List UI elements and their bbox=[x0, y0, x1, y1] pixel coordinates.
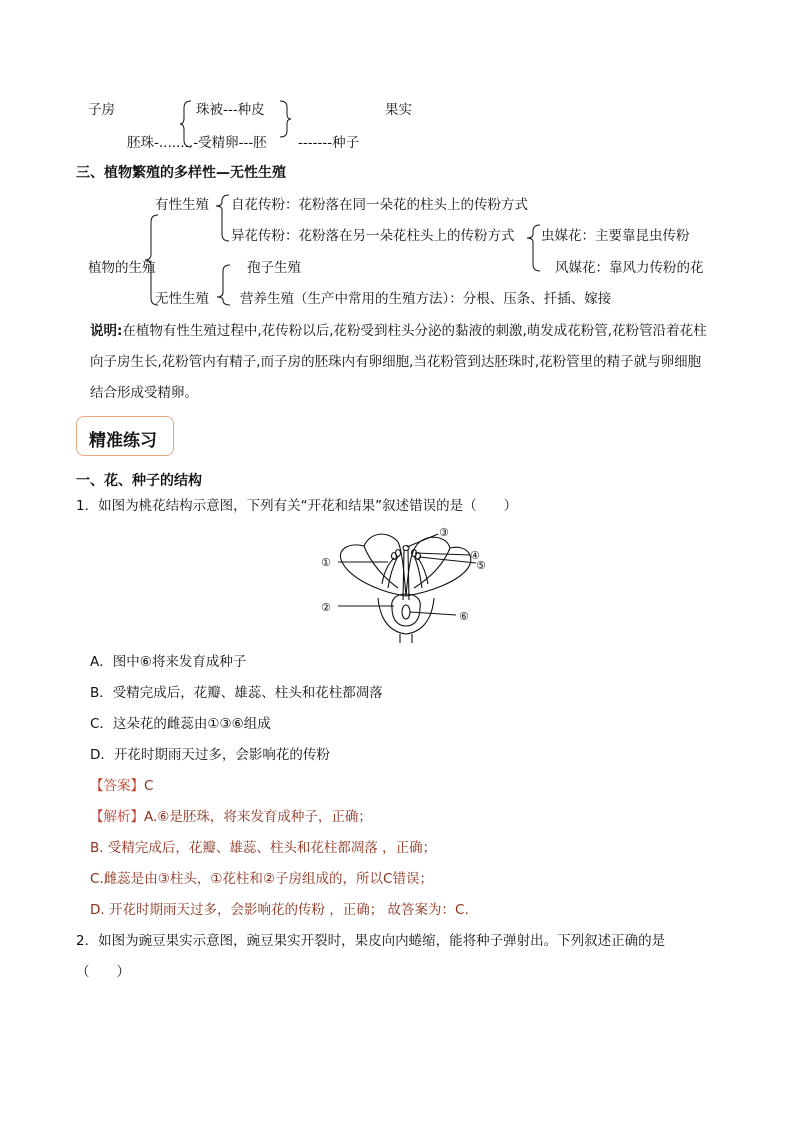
note-line-3: 结合形成受精卵。 bbox=[90, 385, 198, 401]
q1-analysis-line-2: B. 受精完成后，花瓣、雄蕊、柱头和花柱都凋落 ，正确； bbox=[90, 840, 437, 856]
pollination-type-brace-icon bbox=[527, 224, 541, 272]
section3-heading: 三、植物繁殖的多样性—无性生殖 bbox=[76, 165, 286, 181]
practice-title: 精准练习 bbox=[89, 431, 157, 451]
integument-label: 珠被---种皮 bbox=[196, 102, 265, 118]
note-line-2: 向子房生长,花粉管内有精子,而子房的胚珠内有卵细胞,当花粉管到达胚珠时,花粉管里的精子就与卵细胞 bbox=[90, 354, 702, 370]
q1-answer bbox=[90, 777, 153, 795]
fruit-label: 果实 bbox=[385, 102, 412, 118]
self-pollination-text: 自花传粉：花粉落在同一朵花的柱头上的传粉方式 bbox=[231, 197, 528, 213]
q2-stem-line-2: （ ） bbox=[76, 964, 130, 980]
q1-option-d: D．开花时期雨天过多，会影响花的传粉 bbox=[90, 747, 330, 763]
q1-analysis-line-4: D. 开花时期雨天过多，会影响花的传粉 ，正确； 故答案为：C. bbox=[90, 902, 469, 918]
cross-pollination-text: 异花传粉：花粉落在另一朵花柱头上的传粉方式 bbox=[231, 228, 515, 244]
q1-option-b: B．受精完成后，花瓣、雄蕊、柱头和花柱都凋落 bbox=[90, 685, 383, 701]
spore-reproduction-text: 孢子生殖 bbox=[247, 260, 301, 276]
wind-pollinated-text: 风媒花：靠风力传粉的花 bbox=[555, 260, 704, 276]
flower-label-5: ⑤ bbox=[476, 559, 486, 572]
note-line-1: 说明:在植物有性生殖过程中,花传粉以后,花粉受到柱头分泌的黏液的刺激,萌发成花粉管,花粉管沿着花柱 bbox=[90, 323, 707, 339]
q1-stem: 1．如图为桃花结构示意图，下列有关“开花和结果”叙述错误的是（ ） bbox=[76, 498, 518, 514]
asexual-reproduction-label: 无性生殖 bbox=[155, 291, 209, 307]
flower-label-1: ① bbox=[321, 556, 331, 569]
q1-option-c: C．这朵花的雌蕊由①③⑥组成 bbox=[90, 716, 271, 732]
seed-label: -------种子 bbox=[298, 135, 360, 151]
flower-label-3: ③ bbox=[439, 526, 449, 539]
q2-stem-line-1: 2．如图为豌豆果实示意图，豌豆果实开裂时，果皮向内蜷缩，能将种子弹射出。下列叙述正确的是 bbox=[76, 933, 666, 949]
answer-label: 【答案】 bbox=[90, 778, 144, 794]
subheading-flower-seed: 一、花、种子的结构 bbox=[76, 473, 202, 489]
sexual-reproduction-label: 有性生殖 bbox=[155, 197, 209, 213]
q1-option-a: A．图中⑥将来发育成种子 bbox=[90, 654, 247, 670]
practice-title-box bbox=[76, 416, 174, 456]
ovary-label: 子房 bbox=[88, 102, 115, 118]
right-brace-icon bbox=[279, 100, 291, 138]
plant-reproduction-label: 植物的生殖 bbox=[88, 260, 156, 276]
insect-pollinated-text: 虫媒花：主要靠昆虫传粉 bbox=[541, 228, 690, 244]
q1-analysis-line-3: C.雌蕊是由③柱头，①花柱和②子房组成的，所以C错误； bbox=[90, 871, 433, 887]
sexual-brace-icon bbox=[216, 194, 230, 242]
peach-flower-diagram bbox=[318, 522, 493, 644]
asexual-brace-icon bbox=[217, 264, 231, 306]
vegetative-reproduction-text: 营养生殖（生产中常用的生殖方法）：分根、压条、扦插、嫁接 bbox=[240, 291, 612, 307]
ovule-label: 胚珠-........-受精卵---胚 bbox=[127, 135, 267, 151]
analysis-label: 【解析】 bbox=[90, 809, 144, 825]
flower-label-6: ⑥ bbox=[459, 610, 469, 623]
flower-label-4: ④ bbox=[470, 549, 480, 562]
flower-label-2: ② bbox=[321, 601, 331, 614]
q1-analysis-line-1: 【解析】A.⑥是胚珠，将来发育成种子，正确； bbox=[90, 809, 372, 825]
note-label: 说明: bbox=[90, 323, 123, 339]
left-brace-icon bbox=[180, 100, 192, 148]
answer-value: C bbox=[144, 778, 154, 794]
